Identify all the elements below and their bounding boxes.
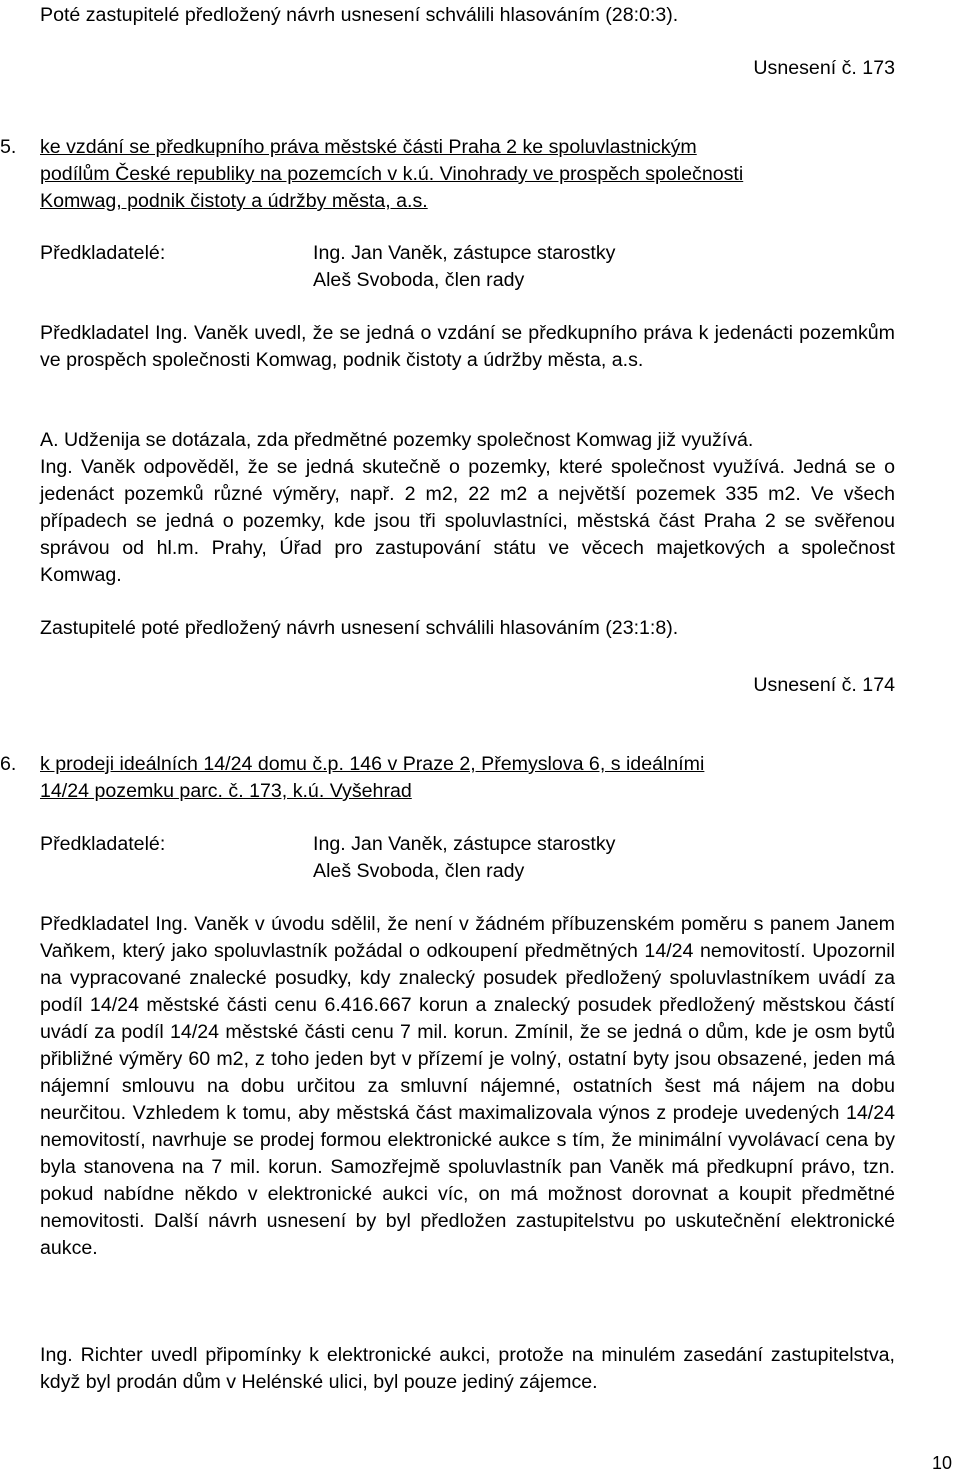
paragraph: Předkladatel Ing. Vaněk uvedl, že se jedná o vzdání se předkupního práva k jedenácti pozemkům ve prospěch společnosti Komwag, podnik čistoty a údržby města, a.s. bbox=[40, 322, 895, 371]
paragraph: Předkladatel Ing. Vaněk v úvodu sdělil, že není v žádném příbuzenském poměru s panem Janem Vaňkem, který jako spoluvlastník požádal o odkoupení předmětných 14/24 nemovitostí. Upozornil na vypracované znalecké posudky, kdy znalecký posudek předložený spoluvlastníkem uvádí za podíl 14/24 městské části cenu 6.416.667 korun a znalecký posudek předložený městskou částí uvádí za podíl 14/24 městské části cenu 7 mil. korun. Zmínil, že se jedná o dům, kde je osm bytů přibližné výměry 60 m2, z toho jeden byt v přízemí je volný, ostatní byty jsou obsazené, jeden má nájemní smlouvu na dobu určitou za smluvní nájemné, ostatních šest má nájem na dobu neurčitou. Vzhledem k tomu, aby městská část maximalizovala výnos z prodeje uvedených 14/24 nemovitostí, navrhuje se prodej formou elektronické aukce s tím, že minimální vyvolávací cena by byla stanovena na 7 mil. korun. Samozřejmě spoluvlastník pan Vaněk má předkupní právo, tzn. pokud nabídne někdo v elektronické aukci víc, on má možnost dorovnat a koupit předmětné nemovitosti. Další návrh usnesení by byl předložen zastupitelstvu po uskutečnění elektronické aukce. bbox=[40, 913, 895, 1259]
item-title bbox=[40, 751, 895, 805]
presenter: Ing. Jan Vaněk, zástupce starostky bbox=[313, 242, 616, 264]
paragraph-text: Ing. Vaněk odpověděl, že se jedná skutečně o pozemky, které společnost využívá. Jedná se o jedenáct pozemků různé výměry, např. 2 m2, 22 m2 a největší pozemek 335 m2. Ve všech případech se jedná o pozemky, kde jsou tři spoluvlastníci, městská část Praha 2 se svěřenou správou od hl.m. Prahy, Úřad pro zastupování státu ve věcech majetkových a společnost Komwag. bbox=[40, 456, 895, 586]
paragraph bbox=[40, 427, 895, 589]
presenter: Aleš Svoboda, člen rady bbox=[313, 269, 525, 291]
item-title-line: k prodeji ideálních 14/24 domu č.p. 146 v Praze 2, Přemyslova 6, s ideálními bbox=[40, 753, 705, 775]
resolution-number: Usnesení č. 174 bbox=[753, 674, 895, 696]
paragraph-line: A. Udženija se dotázala, zda předmětné pozemky společnost Komwag již využívá. bbox=[40, 429, 754, 451]
item-title-line: 14/24 pozemku parc. č. 173, k.ú. Vyšehrad bbox=[40, 780, 412, 802]
paragraph: Ing. Richter uvedl připomínky k elektronické aukci, protože na minulém zasedání zastupitelstva, když byl prodán dům v Helénské ulici, byl pouze jediný zájemce. bbox=[40, 1344, 895, 1393]
resolution-number: Usnesení č. 173 bbox=[753, 57, 895, 79]
item-title-line: Komwag, podnik čistoty a údržby města, a.s. bbox=[40, 190, 428, 212]
item-number: 5. bbox=[0, 136, 17, 158]
presenter: Ing. Jan Vaněk, zástupce starostky bbox=[313, 833, 616, 855]
item-title bbox=[40, 134, 895, 215]
vote-result-text: Poté zastupitelé předložený návrh usnesení schválili hlasováním (28:0:3). bbox=[40, 4, 679, 26]
presenters-list bbox=[313, 240, 615, 294]
presenter: Aleš Svoboda, člen rady bbox=[313, 860, 525, 882]
vote-result-text: Zastupitelé poté předložený návrh usnesení schválili hlasováním (23:1:8). bbox=[40, 617, 679, 639]
item-title-line: podílům České republiky na pozemcích v k.ú. Vinohrady ve prospěch společnosti bbox=[40, 163, 744, 185]
presenters-label: Předkladatelé: bbox=[40, 833, 166, 855]
presenters-list bbox=[313, 831, 615, 885]
presenters-label: Předkladatelé: bbox=[40, 242, 166, 264]
page-number: 10 bbox=[931, 1453, 952, 1473]
item-title-line: ke vzdání se předkupního práva městské části Praha 2 ke spoluvlastnickým bbox=[40, 136, 697, 158]
item-number: 6. bbox=[0, 753, 17, 775]
